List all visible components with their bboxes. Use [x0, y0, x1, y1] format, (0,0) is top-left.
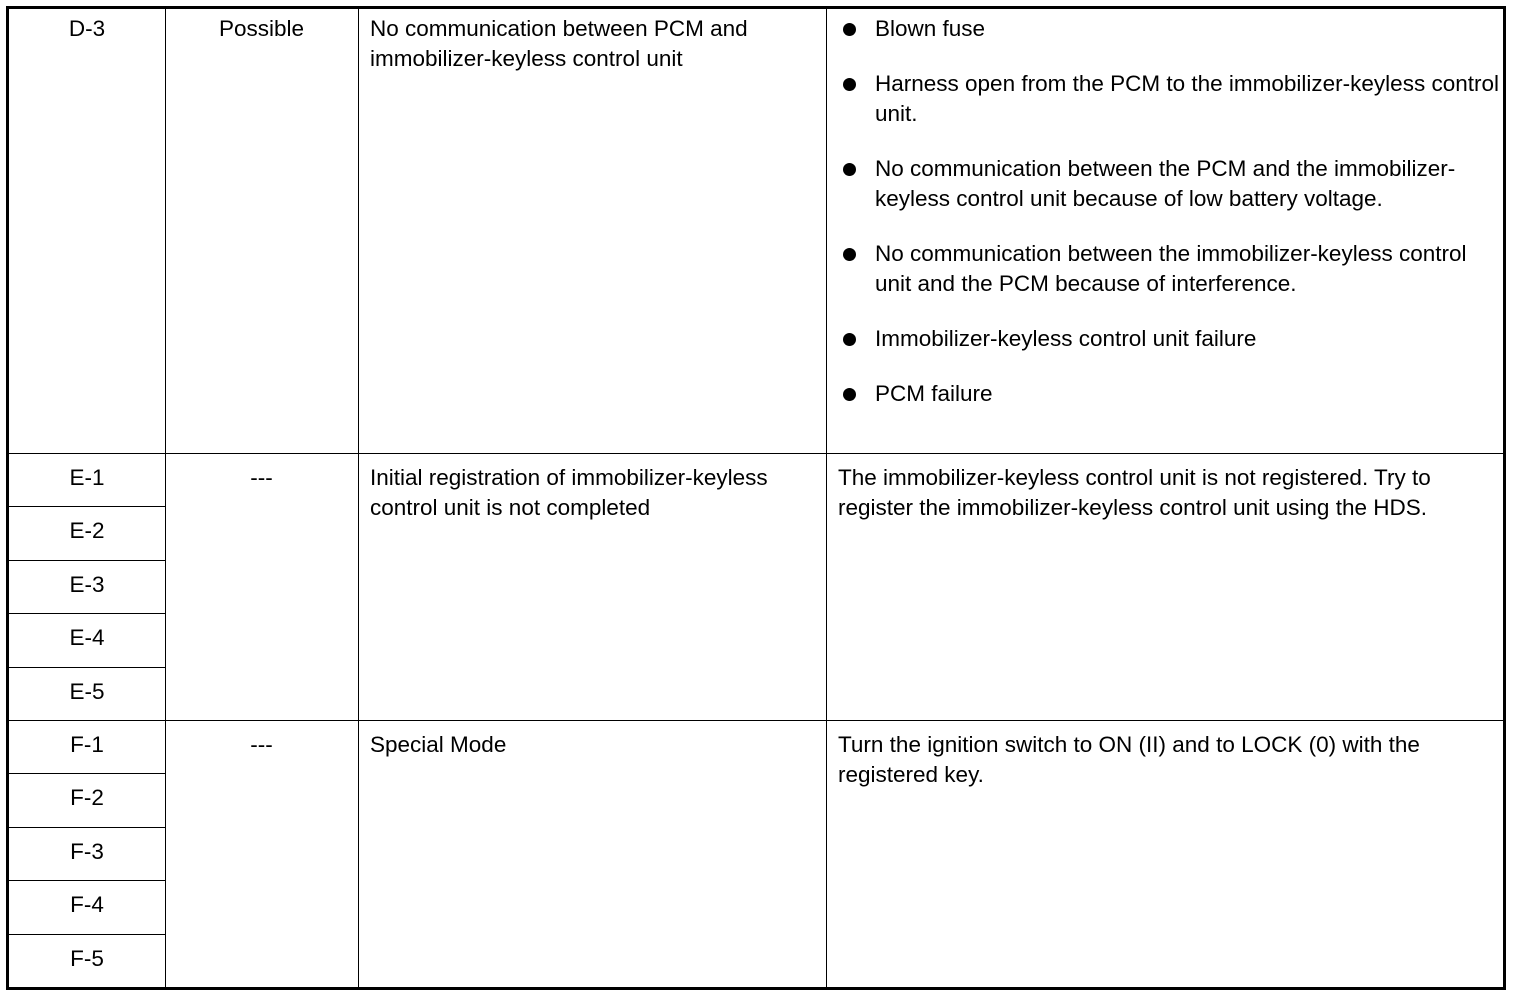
code-divider [9, 560, 165, 561]
condition-cell: Possible [218, 16, 305, 41]
code-cell: E-5 [69, 679, 105, 704]
description-cell: No communication between PCM and immobilizer-keyless control unit [370, 16, 748, 71]
row-divider [9, 453, 1503, 454]
list-item: No communication between the immobilizer-keyless control unit and the PCM because of interference. [826, 239, 1502, 299]
bullet-icon [843, 333, 856, 346]
bullet-icon [843, 248, 856, 261]
code-divider [9, 934, 165, 935]
code-cell: E-4 [69, 625, 105, 650]
list-item: Harness open from the PCM to the immobilizer-keyless control unit. [826, 69, 1502, 129]
code-divider [9, 506, 165, 507]
description-cell: Initial registration of immobilizer-keyless control unit is not completed [370, 465, 768, 520]
code-cell: F-2 [70, 785, 104, 810]
list-item: No communication between the PCM and the immobilizer-keyless control unit because of low battery voltage. [826, 154, 1502, 214]
code-cell: D-3 [68, 16, 106, 41]
remedy-cell: The immobilizer-keyless control unit is not registered. Try to register the immobilizer-keyless control unit using the HDS. [838, 465, 1431, 520]
code-cell: E-1 [69, 465, 105, 490]
bullet-icon [843, 23, 856, 36]
code-cell: F-5 [70, 946, 104, 971]
code-cell: E-2 [69, 518, 105, 543]
description-cell: Special Mode [370, 732, 507, 757]
list-item: PCM failure [826, 379, 1502, 409]
diagnostic-code-table [6, 6, 1506, 990]
column-divider [358, 9, 359, 987]
remedy-cell: Turn the ignition switch to ON (II) and to LOCK (0) with the registered key. [838, 732, 1420, 787]
code-cell: E-3 [69, 572, 105, 597]
row-divider [9, 720, 1503, 721]
condition-cell: --- [250, 465, 273, 490]
column-divider [165, 9, 166, 987]
code-divider [9, 773, 165, 774]
bullet-icon [843, 78, 856, 91]
list-item: Immobilizer-keyless control unit failure [826, 324, 1502, 354]
condition-cell: --- [250, 732, 273, 757]
possible-causes-list [826, 14, 1502, 434]
bullet-icon [843, 163, 856, 176]
code-cell: F-1 [70, 732, 104, 757]
list-item: Blown fuse [826, 14, 1502, 44]
code-cell: F-3 [70, 839, 104, 864]
code-divider [9, 667, 165, 668]
code-divider [9, 613, 165, 614]
code-divider [9, 880, 165, 881]
code-divider [9, 827, 165, 828]
code-cell: F-4 [70, 892, 104, 917]
bullet-icon [843, 388, 856, 401]
